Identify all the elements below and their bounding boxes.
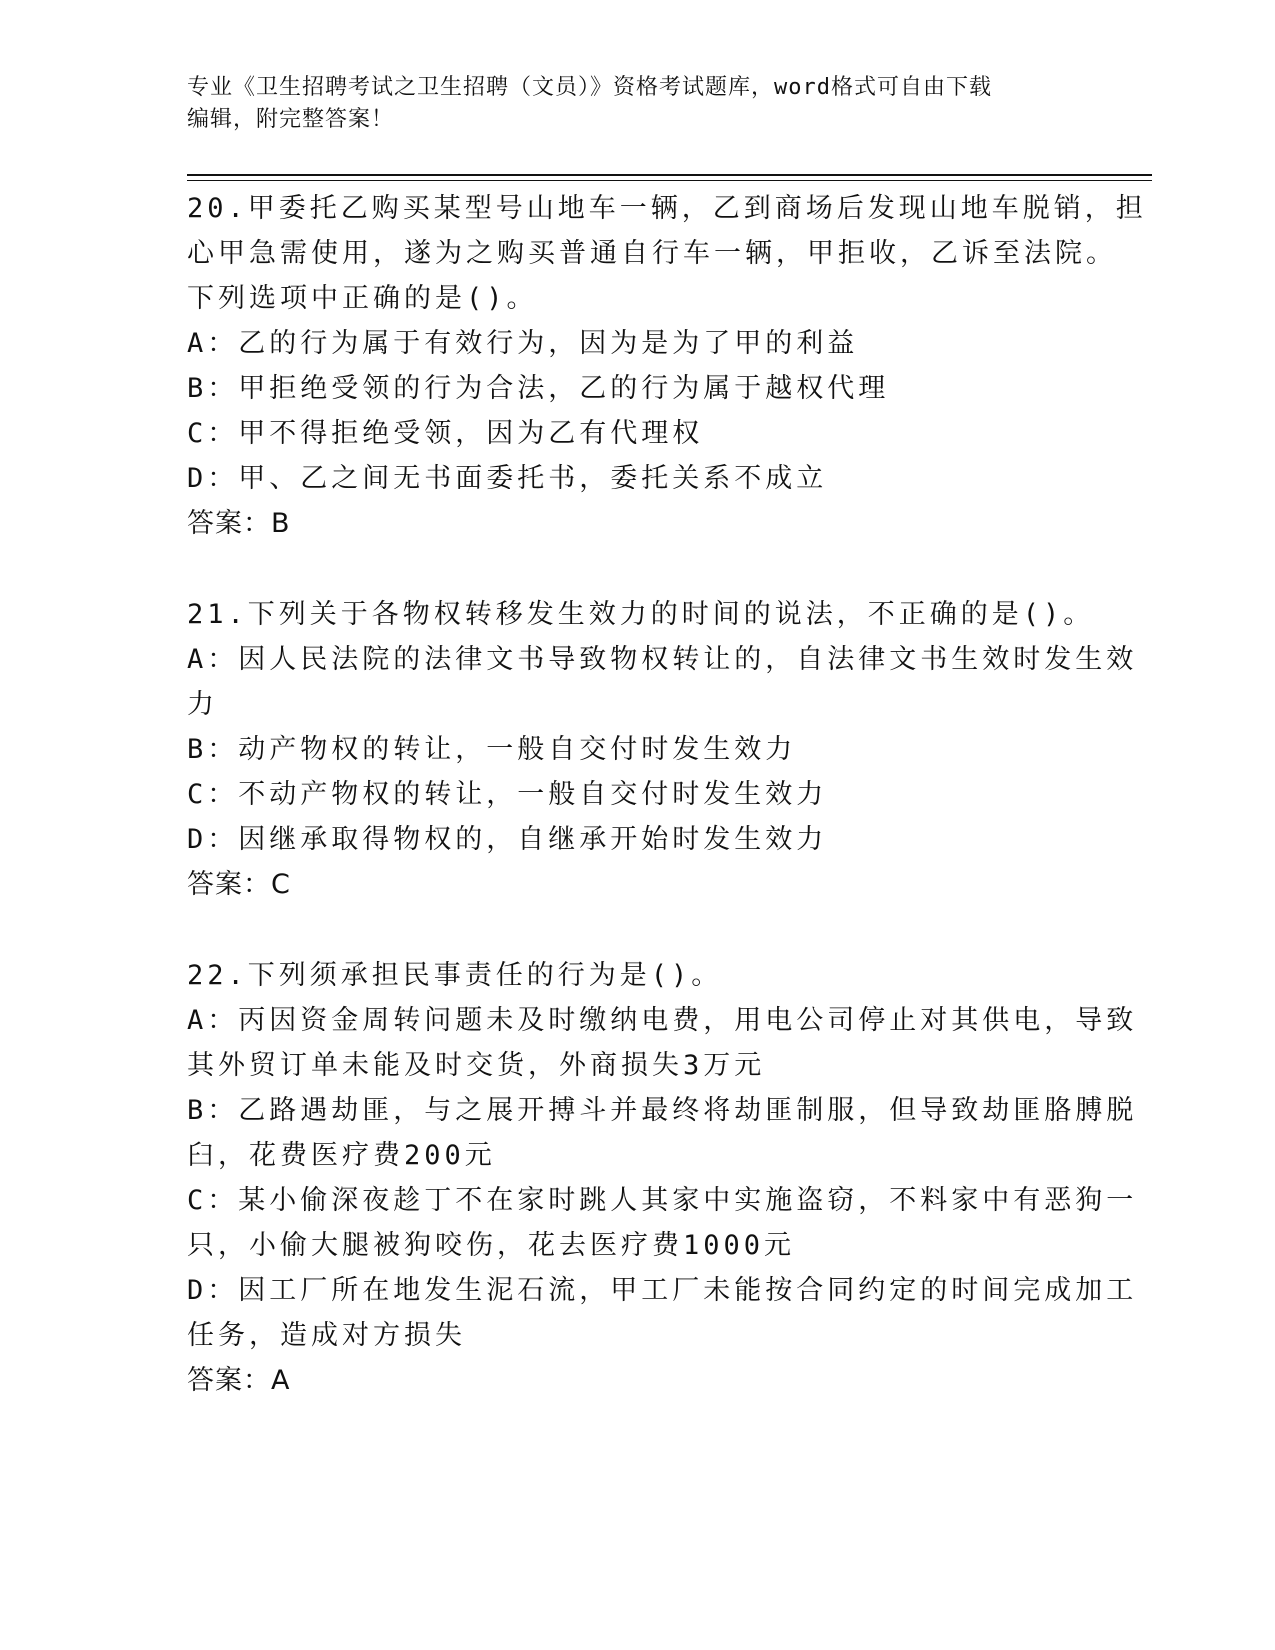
answer: 答案：B bbox=[187, 508, 291, 539]
header-line-1: 专业《卫生招聘考试之卫生招聘（文员）》资格考试题库，word格式可自由下载 bbox=[187, 75, 992, 100]
option-c: C：甲不得拒绝受领，因为乙有代理权 bbox=[187, 418, 704, 449]
question-stem-line: 下列选项中正确的是()。 bbox=[187, 283, 538, 314]
question-20 bbox=[187, 186, 1147, 546]
document-header bbox=[187, 72, 1067, 136]
option-d: D：因继承取得物权的，自继承开始时发生效力 bbox=[187, 824, 828, 855]
question-stem-line: 21.下列关于各物权转移发生效力的时间的说法，不正确的是()。 bbox=[187, 599, 1095, 630]
question-21 bbox=[187, 592, 1138, 907]
option-b: B：乙路遇劫匪，与之展开搏斗并最终将劫匪制服，但导致劫匪胳膊脱 bbox=[187, 1095, 1138, 1126]
option-b: B：甲拒绝受领的行为合法，乙的行为属于越权代理 bbox=[187, 373, 890, 404]
question-22 bbox=[187, 953, 1138, 1403]
option-a: A：乙的行为属于有效行为，因为是为了甲的利益 bbox=[187, 328, 859, 359]
header-divider-thick bbox=[187, 174, 1152, 176]
option-a-continuation: 其外贸订单未能及时交货，外商损失3万元 bbox=[187, 1050, 766, 1081]
answer: 答案：C bbox=[187, 869, 291, 900]
question-stem-line: 20.甲委托乙购买某型号山地车一辆，乙到商场后发现山地车脱销，担 bbox=[187, 193, 1147, 224]
question-stem-line: 22.下列须承担民事责任的行为是()。 bbox=[187, 960, 723, 991]
question-stem-line: 心甲急需使用，遂为之购买普通自行车一辆，甲拒收，乙诉至法院。 bbox=[187, 238, 1117, 269]
option-d: D：因工厂所在地发生泥石流，甲工厂未能按合同约定的时间完成加工 bbox=[187, 1275, 1138, 1306]
option-b-continuation: 臼，花费医疗费200元 bbox=[187, 1140, 496, 1171]
option-c-continuation: 只，小偷大腿被狗咬伤，花去医疗费1000元 bbox=[187, 1230, 796, 1261]
option-b: B：动产物权的转让，一般自交付时发生效力 bbox=[187, 734, 797, 765]
option-a: A：因人民法院的法律文书导致物权转让的，自法律文书生效时发生效 bbox=[187, 644, 1138, 675]
answer: 答案：A bbox=[187, 1365, 291, 1396]
header-line-2: 编辑，附完整答案！ bbox=[187, 107, 395, 132]
header-divider-thin bbox=[187, 180, 1152, 181]
question-list bbox=[187, 186, 1147, 1449]
option-a-continuation: 力 bbox=[187, 689, 218, 720]
option-c: C：某小偷深夜趁丁不在家时跳人其家中实施盗窃，不料家中有恶狗一 bbox=[187, 1185, 1138, 1216]
option-d: D：甲、乙之间无书面委托书，委托关系不成立 bbox=[187, 463, 828, 494]
option-d-continuation: 任务，造成对方损失 bbox=[187, 1320, 466, 1351]
option-a: A：丙因资金周转问题未及时缴纳电费，用电公司停止对其供电，导致 bbox=[187, 1005, 1138, 1036]
option-c: C：不动产物权的转让，一般自交付时发生效力 bbox=[187, 779, 828, 810]
